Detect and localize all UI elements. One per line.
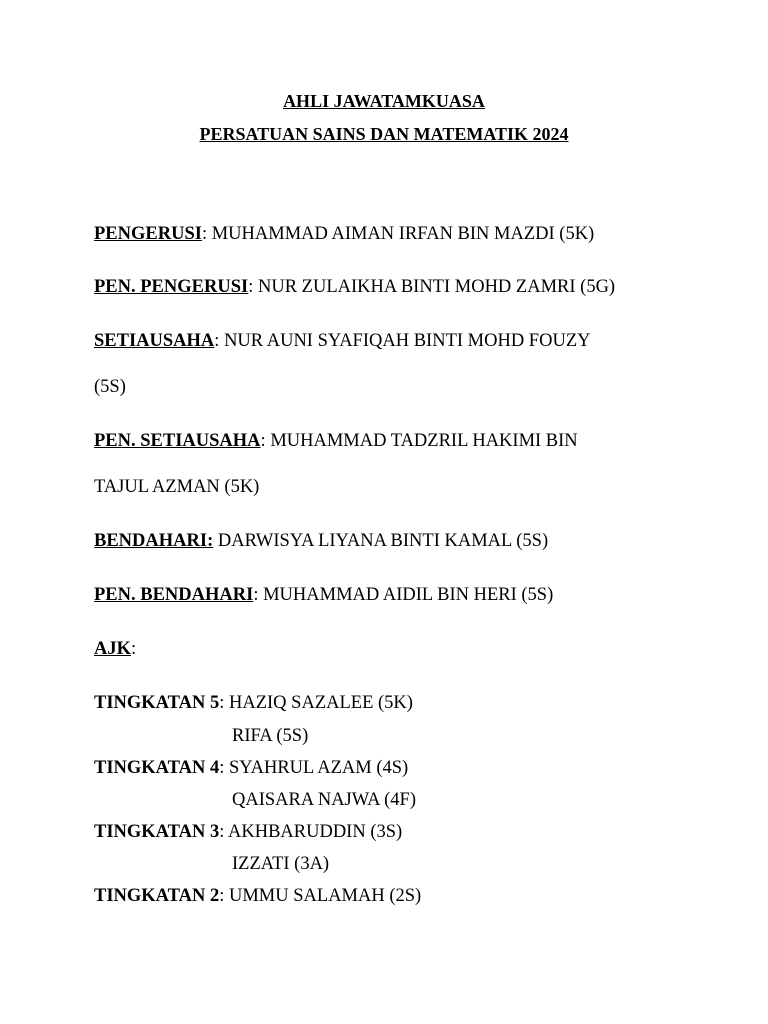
officer-row-pen-setiausaha — [94, 432, 578, 451]
officer-name-continuation: TAJUL AZMAN (5K) — [94, 477, 260, 497]
member-name: IZZATI (3A) — [232, 854, 330, 874]
officer-name: NUR ZULAIKHA BINTI MOHD ZAMRI (5G) — [257, 277, 616, 297]
officer-row-pen-bendahari — [94, 586, 553, 605]
member-name: UMMU SALAMAH (2S) — [229, 886, 422, 906]
officer-name: NUR AUNI SYAFIQAH BINTI MOHD FOUZY — [224, 331, 591, 351]
member-name: QAISARA NAJWA (4F) — [232, 790, 416, 810]
ajk-row-tingkatan-3 — [94, 823, 402, 842]
officer-label: PEN. PENGERUSI — [94, 277, 249, 297]
document-subtitle: PERSATUAN SAINS DAN MATEMATIK 2024 — [199, 124, 569, 144]
officer-label: PEN. BENDAHARI — [94, 585, 254, 605]
officer-separator: : — [248, 277, 258, 297]
ajk-row-tingkatan-5 — [94, 694, 413, 713]
officer-name: MUHAMMAD AIMAN IRFAN BIN MAZDI (5K) — [211, 224, 595, 244]
ajk-heading — [94, 640, 136, 659]
form-separator: : — [219, 886, 229, 906]
form-separator: : — [219, 822, 228, 842]
officer-separator: : — [201, 224, 212, 244]
form-separator: : — [219, 758, 229, 778]
document-title: AHLI JAWATAMKUASA — [283, 91, 485, 111]
form-label: TINGKATAN 2 — [94, 886, 220, 906]
officer-row-pen-pengerusi — [94, 278, 615, 297]
officer-name: MUHAMMAD TADZRIL HAKIMI BIN — [270, 431, 578, 451]
officer-label: BENDAHARI: — [94, 531, 214, 551]
member-name: SYAHRUL AZAM (4S) — [229, 758, 409, 778]
form-separator: : — [219, 693, 229, 713]
officer-separator: : — [260, 431, 271, 451]
member-name: HAZIQ SAZALEE (5K) — [229, 693, 413, 713]
ajk-row-tingkatan-2 — [94, 887, 421, 906]
officer-label: SETIAUSAHA — [94, 331, 215, 351]
member-name: AKHBARUDDIN (3S) — [227, 822, 403, 842]
form-label: TINGKATAN 4 — [94, 758, 220, 778]
officer-name: DARWISYA LIYANA BINTI KAMAL (5S) — [217, 531, 549, 551]
officer-separator: : — [253, 585, 264, 605]
officer-row-bendahari — [94, 532, 548, 551]
form-label: TINGKATAN 5 — [94, 693, 220, 713]
officer-row-setiausaha — [94, 332, 590, 351]
officer-name: MUHAMMAD AIDIL BIN HERI (5S) — [263, 585, 554, 605]
officer-row-pengerusi — [94, 225, 594, 244]
ajk-row-tingkatan-4 — [94, 759, 408, 778]
member-name: RIFA (5S) — [232, 726, 309, 746]
officer-name-continuation: (5S) — [94, 377, 126, 397]
officer-label: PENGERUSI — [94, 224, 202, 244]
ajk-label: AJK — [94, 639, 131, 659]
ajk-separator: : — [131, 639, 137, 659]
officer-label: PEN. SETIAUSAHA — [94, 431, 261, 451]
officer-separator: : — [214, 331, 225, 351]
form-label: TINGKATAN 3 — [94, 822, 220, 842]
